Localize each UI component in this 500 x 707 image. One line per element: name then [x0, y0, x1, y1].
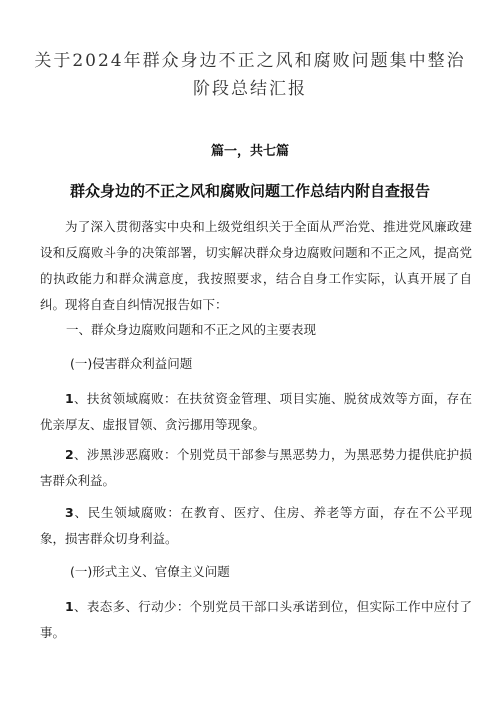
list-item-text: 、涉黑涉恶腐败：个别党员干部参与黑恶势力，为黑恶势力提供庇护损害群众利益。 — [40, 447, 472, 488]
document-title-line-1: 关于2024年群众身边不正之风和腐败问题集中整治 — [34, 51, 466, 71]
subheading-1: (一)侵害群众利益问题 — [70, 356, 193, 371]
list-item-number: 3 — [65, 505, 74, 520]
part-label: 篇一，共七篇 — [210, 144, 289, 159]
intro-paragraph: 为了深入贯彻落实中央和上级党组织关于全面从严治党、推进党风廉政建设和反腐败斗争的决策部署，切实解决群众身边腐败问题和不正之风，提高党的执政能力和群众满意度，我按照要求，结合自身工作实际，认真开展了自纠。现将自查自纠情况报告如下： — [40, 219, 472, 312]
subheading-2: (一)形式主义、官僚主义问题 — [70, 564, 230, 579]
list-item-text: 、扶贫领域腐败：在扶贫资金管理、项目实施、脱贫成效等方面，存在优亲厚友、虚报冒领、贪污挪用等现象。 — [40, 391, 472, 432]
list-item-number: 1 — [65, 391, 74, 406]
list-item-4 — [40, 594, 472, 646]
list-item-text: 、表态多、行动少：个别党员干部口头承诺到位，但实际工作中应付了事。 — [40, 599, 472, 640]
heading-1: 一、群众身边腐败问题和不正之风的主要表现 — [66, 322, 317, 337]
list-item-3 — [40, 500, 472, 552]
list-item-number: 1 — [65, 599, 74, 614]
list-item-text: 、民生领域腐败：在教育、医疗、住房、养老等方面，存在不公平现象，损害群众切身利益。 — [40, 505, 472, 546]
list-item-1 — [40, 386, 472, 438]
document-title-line-2: 阶段总结汇报 — [193, 79, 307, 99]
section-title: 群众身边的不正之风和腐败问题工作总结内附自查报告 — [69, 182, 430, 200]
list-item-number: 2 — [65, 447, 74, 462]
list-item-2 — [40, 442, 472, 494]
